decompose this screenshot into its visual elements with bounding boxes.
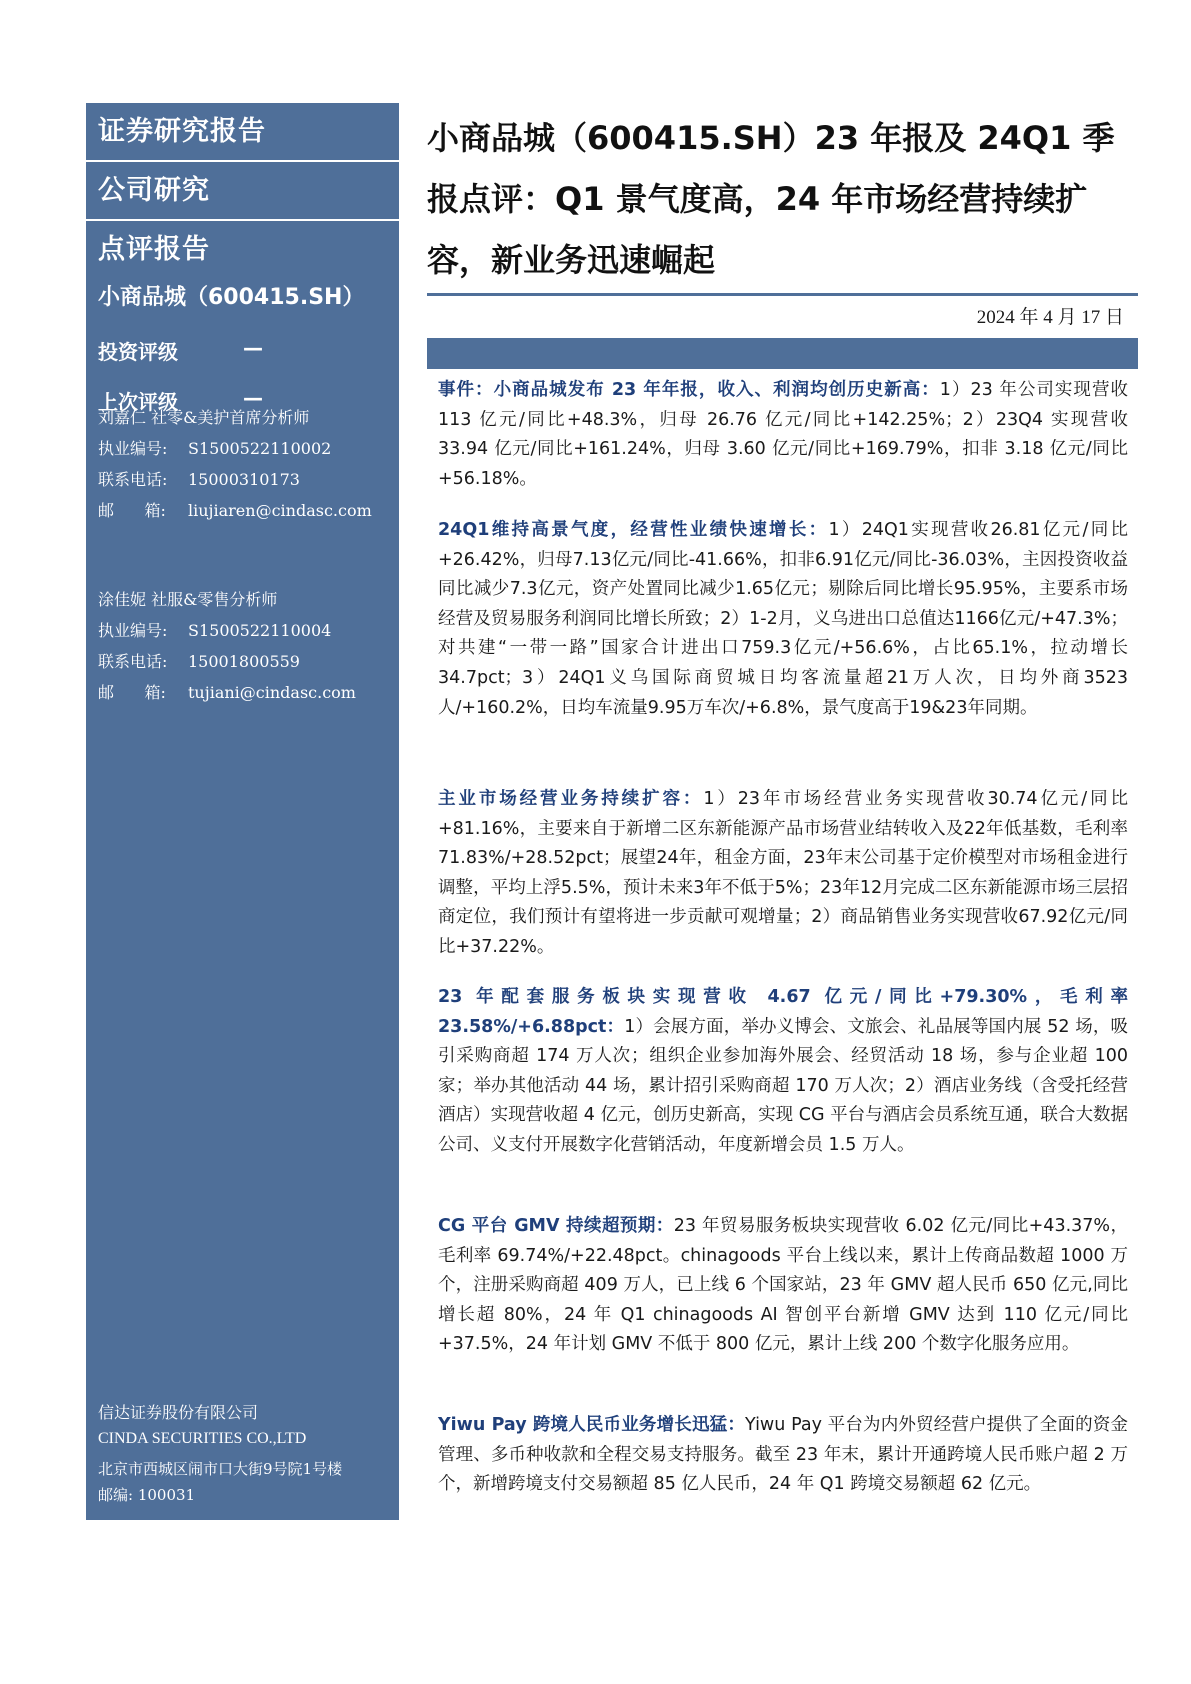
cert-label: 执业编号:: [98, 621, 168, 640]
rating-label: 上次评级: [98, 390, 178, 414]
analyst-cert: [98, 618, 331, 641]
report-type-label: 证券研究报告: [98, 116, 266, 147]
analyst-email: [98, 498, 372, 521]
cert-label: 执业编号:: [98, 439, 168, 458]
analyst-cert: [98, 436, 331, 459]
phone-label: 联系电话:: [98, 652, 168, 671]
paragraph-heading: CG 平台 GMV 持续超预期：: [438, 1216, 674, 1236]
rating-label: 投资评级: [98, 340, 178, 364]
paragraph-body: 1）23年市场经营业务实现营收30.74亿元/同比+81.16%，主要来自于新增二区东新能源产品市场营业结转收入及22年低基数，毛利率71.83%/+28.52pct；展望24年，租金方面，23年末公司基于定价模型对市场租金进行调整，平均上浮5.5%，预计未来3年不低于5%；23年12月完成二区东新能源市场三层招商定位，我们预计有望将进一步贡献可观增量；2）商品销售业务实现营收67.92亿元/同比+37.22%。: [438, 789, 1128, 957]
analyst-phone: [98, 467, 300, 490]
paragraph-body: 1）23 年公司实现营收 113 亿元/同比+48.3%，归母 26.76 亿元/同比+142.25%；2）23Q4 实现营收 33.94 亿元/同比+161.24%，归母 3.60 亿元/同比+169.79%，扣非 3.18 亿元/同比+56.18%。: [438, 380, 1128, 489]
analyst-phone: [98, 649, 300, 672]
paragraph-body: 23 年贸易服务板块实现营收 6.02 亿元/同比+43.37%，毛利率 69.74%/+22.48pct。chinagoods 平台上线以来，累计上传商品数超 1000 万个，注册采购商超 409 万人，已上线 6 个国家站，23 年 GMV 超人民币 650 亿元,同比增长超 80%，24 年 Q1 chinagoods AI 智创平台新增 GMV 达到 110 亿元/同比+37.5%，24 年计划 GMV 不低于 800 亿元，累计上线 200 个数字化服务应用。: [438, 1216, 1128, 1355]
paragraph-supporting-services: [438, 983, 1128, 1161]
firm-zip: 邮编: 100031: [98, 1486, 196, 1504]
paragraph-heading: 事件：小商品城发布 23 年年报，收入、利润均创历史新高：: [438, 380, 940, 400]
paragraph-body: 1）24Q1实现营收26.81亿元/同比+26.42%，归母7.13亿元/同比-41.66%，扣非6.91亿元/同比-36.03%，主因投资收益同比减少7.3亿元，资产处置同比减少1.65亿元；剔除后同比增长95.95%，主要系市场经营及贸易服务利润同比增长所致；2）1-2月，义乌进出口总值达1166亿元/+47.3%；对共建“一带一路”国家合计进出口759.3亿元/+56.6%，占比65.1%，拉动增长34.7pct；3）24Q1义乌国际商贸城日均客流量超21万人次，日均外商3523人/+160.2%，日均车流量9.95万车次/+6.8%，景气度高于19&23年同期。: [438, 520, 1129, 718]
rating-value: —: [243, 336, 263, 360]
firm-address: 北京市西城区闹市口大街9号院1号楼: [98, 1460, 343, 1478]
paragraph-body: 1）会展方面，举办义博会、文旅会、礼品展等国内展 52 场，吸引采购商超 174 万人次；组织企业参加海外展会、经贸活动 18 场，参与企业超 100 家；举办其他活动 44 场，累计招引采购商超 170 万人次；2）酒店业务线（含受托经营酒店）实现营收超 4 亿元，创历史新高，实现 CG 平台与酒店会员系统互通，联合大数据公司、义支付开展数字化营销活动，年度新增会员 1.5 万人。: [438, 1016, 1129, 1155]
report-date: 2024 年 4 月 17 日: [976, 307, 1124, 328]
paragraph-yiwu-pay: [438, 1411, 1128, 1500]
research-category-label: 公司研究: [98, 175, 210, 206]
email-label: 邮 箱:: [98, 501, 166, 520]
analyst-name-title: 涂佳妮 社服&零售分析师: [98, 590, 278, 609]
sidebar: [86, 103, 399, 1520]
phone-number: 15001800559: [188, 652, 300, 671]
cert-number: S1500522110002: [188, 439, 332, 458]
paragraph-market-operation: [438, 785, 1128, 963]
email-label: 邮 箱:: [98, 683, 166, 702]
company-ticker: 小商品城（600415.SH）: [98, 285, 365, 310]
paragraph-heading: Yiwu Pay 跨境人民币业务增长迅猛：: [438, 1415, 745, 1435]
paragraph-heading: 主业市场经营业务持续扩容：: [438, 789, 704, 809]
section-bar: [427, 338, 1138, 369]
report-title: 小商品城（600415.SH）23 年报及 24Q1 季报点评：Q1 景气度高，24 年市场经营持续扩容，新业务迅速崛起: [427, 119, 1115, 279]
phone-label: 联系电话:: [98, 470, 168, 489]
firm-name-en: CINDA SECURITIES CO.,LTD: [98, 1430, 307, 1447]
investment-rating: [98, 336, 263, 365]
paragraph-heading: 24Q1维持高景气度，经营性业绩快速增长：: [438, 520, 829, 540]
phone-number: 15000310173: [188, 470, 300, 489]
analyst-name-title: 刘嘉仁 社零&美护首席分析师: [98, 408, 310, 427]
analyst-email: [98, 680, 356, 703]
rating-value: —: [243, 386, 263, 410]
title-divider: [427, 293, 1138, 296]
cert-number: S1500522110004: [188, 621, 332, 640]
paragraph-heading: 23 年配套服务板块实现营收 4.67 亿元/同比+79.30%，毛利率23.58%/+6.88pct：: [438, 987, 1128, 1037]
report-subtype-label: 点评报告: [98, 234, 210, 265]
email-address[interactable]: tujiani@cindasc.com: [188, 683, 356, 702]
firm-name-cn: 信达证券股份有限公司: [98, 1403, 259, 1422]
email-address[interactable]: liujiaren@cindasc.com: [188, 501, 372, 520]
paragraph-event: [438, 376, 1128, 494]
paragraph-cg-platform: [438, 1212, 1128, 1360]
paragraph-24q1: [438, 516, 1128, 723]
paragraph-body: Yiwu Pay 平台为内外贸经营户提供了全面的资金管理、多币种收款和全程交易支持服务。截至 23 年末，累计开通跨境人民币账户超 2 万个，新增跨境支付交易额超 85 亿人民币，24 年 Q1 跨境交易额超 62 亿元。: [438, 1415, 1128, 1495]
